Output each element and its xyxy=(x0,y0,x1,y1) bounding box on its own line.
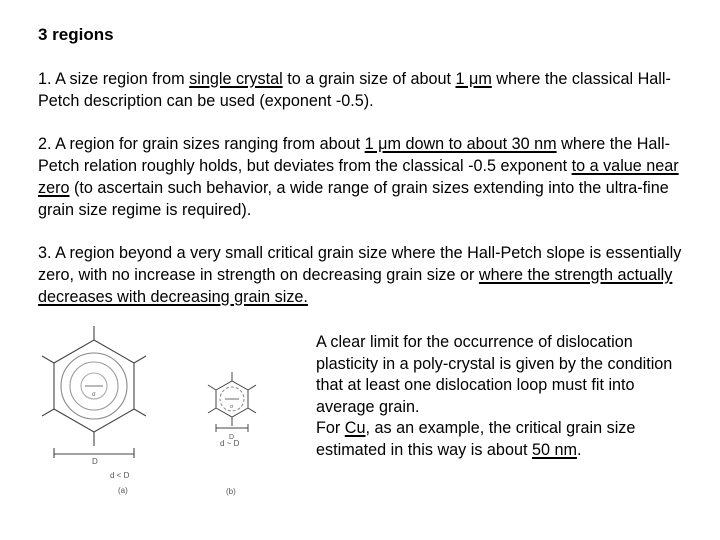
grain-b-loop-label: σ xyxy=(230,404,234,410)
region-2-underline-near-zero: to a value near zero xyxy=(38,157,679,197)
region-2-underline-range: 1 μm down to about 30 nm xyxy=(364,135,557,153)
region-3-underline-decrease: where the strength actually decreases with decreasing grain size. xyxy=(38,266,673,306)
region-1-underline-1um: 1 μm xyxy=(455,70,492,88)
grain-b-caption: (b) xyxy=(226,487,236,496)
grain-b-boundary-tr xyxy=(248,385,256,390)
note-underline-50nm: 50 nm xyxy=(531,440,577,459)
region-1-underline-single-crystal: single crystal xyxy=(189,70,283,88)
grain-dislocation-figure xyxy=(40,318,300,508)
grain-a-relation: d < D xyxy=(110,471,130,480)
critical-size-note xyxy=(316,332,696,461)
note-text: . xyxy=(576,440,582,459)
note-text: , as an example, the critical grain size estimated in this way is about xyxy=(316,419,636,459)
note-text: For xyxy=(316,419,345,437)
note-underline-cu: Cu xyxy=(344,419,366,437)
slide-title: 3 regions xyxy=(38,25,114,44)
grain-a-boundary-bl xyxy=(42,409,54,416)
region-3-paragraph xyxy=(38,242,708,308)
region-2-paragraph xyxy=(38,133,708,221)
grain-a-dim-label: D xyxy=(92,457,98,466)
region-1-text: to a grain size of about xyxy=(282,70,456,88)
grain-a-boundary-tr xyxy=(134,356,146,363)
region-2-text: 2. A region for grain sizes ranging from about xyxy=(38,135,365,153)
grain-b-relation: d ~ D xyxy=(220,439,240,448)
grain-a-boundary-tl xyxy=(42,356,54,363)
grain-b-boundary-br xyxy=(248,408,256,413)
grain-b xyxy=(208,372,256,432)
region-2-text: (to ascertain such behavior, a wide range of grain sizes extending into the ultra-fine grain size regime is required). xyxy=(38,179,669,219)
note-text: A clear limit for the occurrence of dislocation plasticity in a poly-crystal is given by the condition that at least one dislocation loop must fit into average grain. xyxy=(316,333,673,416)
grain-a-loop-label: σ xyxy=(92,392,96,398)
region-2-text: where the Hall-Petch relation roughly holds, but deviates from the classical -0.5 exponent xyxy=(38,135,671,175)
region-1-text: where the classical Hall-Petch description can be used (exponent -0.5). xyxy=(38,70,671,110)
region-1-text: 1. A size region from xyxy=(38,70,190,88)
grain-b-boundary-bl xyxy=(208,408,216,413)
grain-a-boundary-br xyxy=(134,409,146,416)
region-1-paragraph xyxy=(38,68,708,112)
region-3-text: 3. A region beyond a very small critical grain size where the Hall-Petch slope is essentially zero, with no increase in strength on decreasing grain size or xyxy=(38,244,682,284)
grain-b-boundary-tl xyxy=(208,385,216,390)
grain-diagram-svg xyxy=(40,318,300,508)
grain-a-caption: (a) xyxy=(118,486,128,495)
grain-b-dim-label: D xyxy=(229,434,235,441)
